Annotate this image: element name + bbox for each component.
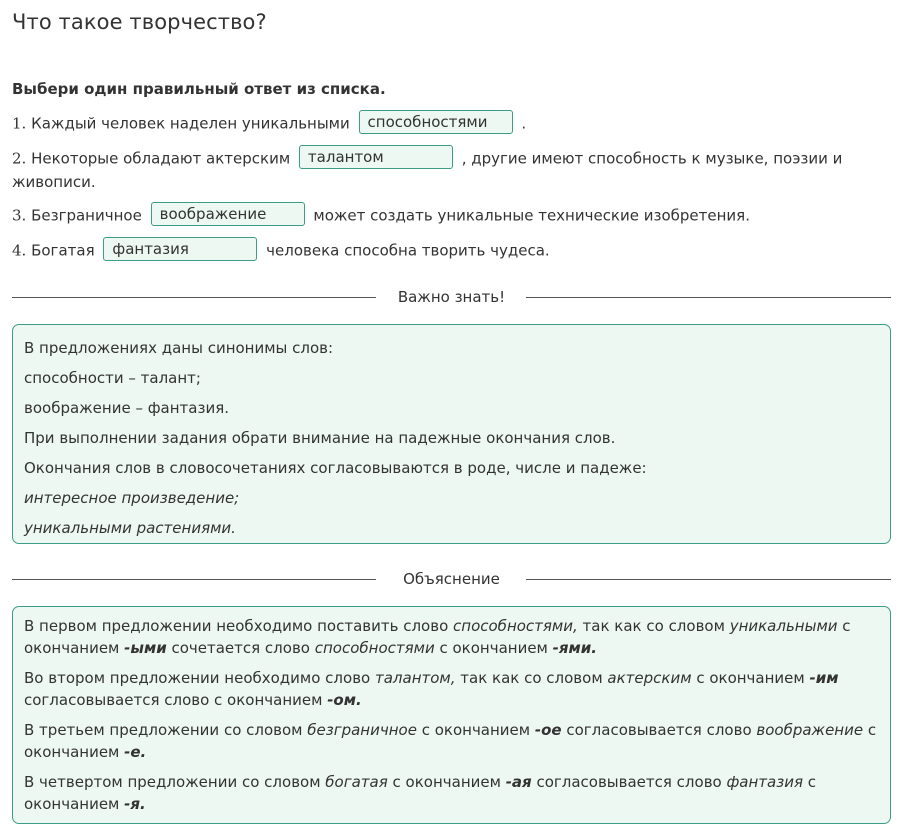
sentence-text-before: Каждый человек наделен уникальными (31, 114, 350, 133)
explanation-ending: -ое (534, 721, 562, 739)
explanation-text: так как со словом (577, 617, 730, 635)
answer-dropdown-4[interactable]: фантазия (103, 237, 257, 261)
explanation-italic: воображение (756, 721, 864, 739)
explanation-italic: богатая (325, 773, 388, 791)
explanation-ending: -им (809, 669, 839, 687)
important-line: способности – талант; (24, 369, 201, 387)
sentence-text-after: человека способна творить чудеса. (266, 241, 550, 260)
explanation-text: с окончанием (24, 617, 851, 657)
explanation-text: с окончанием (24, 721, 877, 761)
explanation-paragraph-4 (24, 771, 879, 815)
important-example: уникальными растениями. (24, 519, 236, 537)
explanation-ending: -ыми (124, 639, 167, 657)
explanation-paragraph-2 (24, 667, 879, 711)
sentence-text-after: , другие имеют способность к музыке, поэзии и живописи. (12, 149, 843, 191)
explanation-ending: -е. (124, 743, 147, 761)
important-box (12, 324, 891, 544)
sentence-text-after: . (521, 114, 527, 133)
answer-dropdown-2[interactable]: талантом (299, 145, 453, 169)
explanation-text: сочетается слово (166, 639, 315, 657)
important-line: При выполнении задания обрати внимание на падежные окончания слов. (24, 429, 616, 447)
sentence-text-before: Богатая (31, 241, 95, 260)
explanation-text: с окончанием (691, 669, 810, 687)
sentence-text-after: может создать уникальные технические изобретения. (313, 206, 750, 225)
important-divider (12, 287, 891, 307)
answer-dropdown-1[interactable]: способностями (359, 110, 513, 134)
explanation-header: Объяснение (403, 570, 500, 588)
explanation-divider (12, 569, 891, 589)
sentence-number: 2. (12, 149, 27, 168)
explanation-text: с окончанием (434, 639, 553, 657)
sentence-number: 3. (12, 206, 27, 225)
explanation-paragraph-1 (24, 615, 879, 659)
explanation-italic: безграничное (307, 721, 417, 739)
page-title: Что такое творчество? (12, 10, 267, 34)
explanation-text: согласовывается слово (531, 773, 727, 791)
explanation-text: согласовывается слово (561, 721, 757, 739)
explanation-ending: -я. (124, 795, 146, 813)
explanation-italic: уникальными (729, 617, 838, 635)
explanation-italic: фантазия (726, 773, 803, 791)
explanation-text: согласовывается слово с окончанием (24, 691, 328, 709)
explanation-text: В третьем предложении со словом (24, 721, 308, 739)
explanation-text: В первом предложении необходимо поставить слово (24, 617, 454, 635)
important-line: В предложениях даны синонимы слов: (24, 339, 334, 357)
explanation-box (12, 606, 891, 824)
explanation-paragraph-3 (24, 719, 879, 763)
sentence-number: 1. (12, 114, 27, 133)
explanation-text: с окончанием (24, 773, 817, 813)
explanation-italic: актерским (607, 669, 692, 687)
answer-dropdown-3[interactable]: воображение (151, 202, 305, 226)
sentence-text-before: Некоторые обладают актерским (31, 149, 291, 168)
explanation-text: В четвертом предложении со словом (24, 773, 326, 791)
sentence-2 (12, 147, 872, 193)
important-example: интересное произведение; (24, 489, 240, 507)
explanation-italic: способностями (314, 639, 435, 657)
sentence-text-before: Безграничное (31, 206, 142, 225)
important-header: Важно знать! (397, 288, 506, 306)
sentence-3 (12, 204, 872, 228)
sentence-number: 4. (12, 241, 27, 260)
explanation-text: так как со словом (455, 669, 608, 687)
explanation-text: с окончанием (387, 773, 506, 791)
explanation-ending: -ями. (552, 639, 597, 657)
explanation-italic: талантом, (374, 669, 456, 687)
explanation-ending: -ая (505, 773, 532, 791)
task-instruction: Выбери один правильный ответ из списка. (12, 80, 386, 98)
explanation-text: Во втором предложении необходимо слово (24, 669, 375, 687)
important-line: Окончания слов в словосочетаниях согласовываются в роде, числе и падеже: (24, 459, 647, 477)
sentence-4 (12, 239, 872, 263)
explanation-text: с окончанием (416, 721, 535, 739)
explanation-italic: способностями, (453, 617, 578, 635)
sentence-1 (12, 112, 872, 136)
important-line: воображение – фантазия. (24, 399, 229, 417)
explanation-ending: -ом. (327, 691, 362, 709)
